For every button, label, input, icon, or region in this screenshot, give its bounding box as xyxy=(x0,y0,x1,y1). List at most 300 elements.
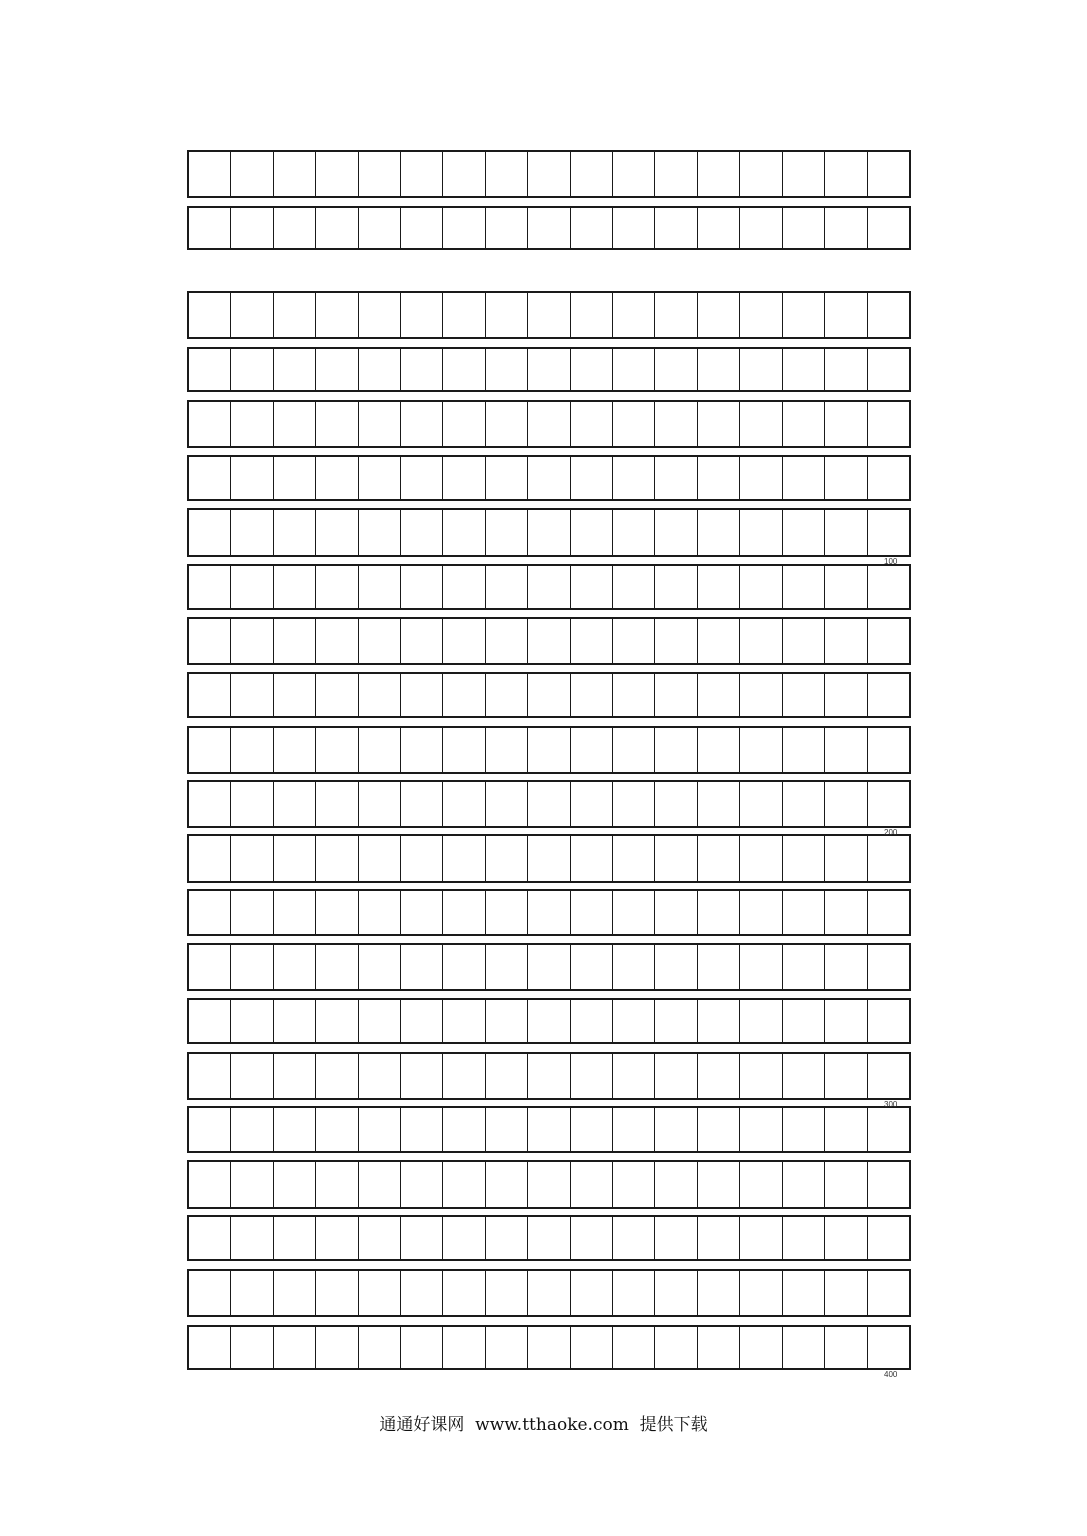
composition-grid-row xyxy=(187,943,911,991)
character-count-mark: 100 xyxy=(884,557,898,566)
grid-cell xyxy=(316,510,358,555)
grid-cell xyxy=(443,619,485,663)
grid-cell xyxy=(231,1054,273,1098)
grid-cell xyxy=(274,1162,316,1207)
grid-cell xyxy=(613,293,655,337)
grid-cell xyxy=(316,674,358,716)
grid-cell xyxy=(655,836,697,881)
grid-cell xyxy=(189,510,231,555)
grid-cell xyxy=(571,1217,613,1259)
grid-cell xyxy=(231,349,273,390)
grid-cell xyxy=(486,1271,528,1315)
grid-cell xyxy=(698,674,740,716)
grid-cell xyxy=(528,293,570,337)
grid-cell xyxy=(571,1000,613,1042)
grid-cell xyxy=(571,566,613,608)
grid-cell xyxy=(528,1054,570,1098)
grid-cell xyxy=(698,1000,740,1042)
title-grid-row xyxy=(187,206,911,250)
grid-cell xyxy=(655,1327,697,1368)
grid-cell xyxy=(231,566,273,608)
grid-cell xyxy=(401,619,443,663)
grid-cell xyxy=(231,208,273,248)
grid-cell xyxy=(698,945,740,989)
grid-cell xyxy=(231,510,273,555)
grid-cell xyxy=(783,402,825,446)
grid-cell xyxy=(231,619,273,663)
grid-cell xyxy=(528,674,570,716)
composition-grid-row xyxy=(187,1269,911,1317)
grid-cell xyxy=(486,457,528,499)
grid-cell xyxy=(825,891,867,934)
grid-cell xyxy=(571,782,613,826)
grid-cell xyxy=(486,782,528,826)
grid-cell xyxy=(571,208,613,248)
grid-cell xyxy=(783,1271,825,1315)
grid-cell xyxy=(698,1271,740,1315)
grid-cell xyxy=(359,836,401,881)
grid-cell xyxy=(528,349,570,390)
grid-cell xyxy=(486,1054,528,1098)
grid-cell xyxy=(655,891,697,934)
grid-cell xyxy=(655,1162,697,1207)
grid-cell xyxy=(613,1217,655,1259)
grid-cell xyxy=(274,152,316,196)
grid-cell xyxy=(655,1054,697,1098)
composition-grid-row xyxy=(187,1215,911,1261)
grid-cell xyxy=(231,402,273,446)
grid-cell xyxy=(401,1217,443,1259)
grid-cell xyxy=(571,510,613,555)
grid-cell xyxy=(316,402,358,446)
grid-cell xyxy=(359,152,401,196)
grid-cell xyxy=(613,402,655,446)
grid-cell xyxy=(274,891,316,934)
grid-cell xyxy=(655,152,697,196)
grid-cell xyxy=(316,152,358,196)
grid-cell xyxy=(825,1271,867,1315)
composition-grid-row xyxy=(187,347,911,392)
grid-cell xyxy=(868,1271,909,1315)
grid-cell xyxy=(274,1054,316,1098)
grid-cell xyxy=(825,208,867,248)
grid-cell xyxy=(613,510,655,555)
grid-cell xyxy=(571,1271,613,1315)
grid-cell xyxy=(443,349,485,390)
grid-cell xyxy=(443,457,485,499)
grid-cell xyxy=(740,1327,782,1368)
grid-cell xyxy=(825,1000,867,1042)
grid-cell xyxy=(571,619,613,663)
grid-cell xyxy=(486,566,528,608)
grid-cell xyxy=(868,728,909,772)
grid-cell xyxy=(783,674,825,716)
grid-cell xyxy=(825,836,867,881)
grid-cell xyxy=(189,457,231,499)
grid-cell xyxy=(359,1108,401,1151)
grid-cell xyxy=(528,402,570,446)
grid-cell xyxy=(868,457,909,499)
grid-cell xyxy=(698,1108,740,1151)
grid-cell xyxy=(486,891,528,934)
grid-cell xyxy=(783,1327,825,1368)
grid-cell xyxy=(571,1327,613,1368)
grid-cell xyxy=(443,728,485,772)
grid-cell xyxy=(868,293,909,337)
grid-cell xyxy=(486,510,528,555)
grid-cell xyxy=(613,1327,655,1368)
grid-cell xyxy=(783,782,825,826)
grid-cell xyxy=(316,208,358,248)
grid-cell xyxy=(783,836,825,881)
grid-cell xyxy=(740,619,782,663)
grid-cell xyxy=(316,1217,358,1259)
grid-cell xyxy=(740,1108,782,1151)
grid-cell xyxy=(231,293,273,337)
grid-cell xyxy=(825,1054,867,1098)
grid-cell xyxy=(740,836,782,881)
grid-cell xyxy=(274,619,316,663)
grid-cell xyxy=(528,891,570,934)
composition-grid-row xyxy=(187,1106,911,1153)
grid-cell xyxy=(613,945,655,989)
grid-cell xyxy=(698,510,740,555)
grid-cell xyxy=(316,836,358,881)
composition-grid-row xyxy=(187,672,911,718)
grid-cell xyxy=(231,674,273,716)
grid-cell xyxy=(401,674,443,716)
grid-cell xyxy=(316,728,358,772)
grid-cell xyxy=(316,1162,358,1207)
grid-cell xyxy=(486,619,528,663)
grid-cell xyxy=(698,728,740,772)
grid-cell xyxy=(486,1162,528,1207)
grid-cell xyxy=(231,891,273,934)
grid-cell xyxy=(231,1327,273,1368)
grid-cell xyxy=(698,1327,740,1368)
grid-cell xyxy=(655,1000,697,1042)
composition-grid-row xyxy=(187,291,911,339)
grid-cell xyxy=(655,293,697,337)
grid-cell xyxy=(868,674,909,716)
grid-cell xyxy=(316,457,358,499)
grid-cell xyxy=(486,1108,528,1151)
grid-cell xyxy=(443,891,485,934)
grid-cell xyxy=(316,891,358,934)
grid-cell xyxy=(231,782,273,826)
grid-cell xyxy=(783,619,825,663)
grid-cell xyxy=(698,891,740,934)
grid-cell xyxy=(825,674,867,716)
grid-cell xyxy=(443,293,485,337)
grid-cell xyxy=(868,1108,909,1151)
grid-cell xyxy=(825,349,867,390)
grid-cell xyxy=(486,208,528,248)
grid-cell xyxy=(231,1271,273,1315)
grid-cell xyxy=(443,945,485,989)
grid-cell xyxy=(231,1162,273,1207)
grid-cell xyxy=(571,945,613,989)
grid-cell xyxy=(231,152,273,196)
grid-cell xyxy=(401,1162,443,1207)
grid-cell xyxy=(698,349,740,390)
grid-cell xyxy=(316,1000,358,1042)
grid-cell xyxy=(443,510,485,555)
grid-cell xyxy=(189,891,231,934)
grid-cell xyxy=(825,619,867,663)
grid-cell xyxy=(571,836,613,881)
grid-cell xyxy=(443,1162,485,1207)
grid-cell xyxy=(359,1327,401,1368)
grid-cell xyxy=(740,1000,782,1042)
grid-cell xyxy=(740,293,782,337)
grid-cell xyxy=(528,1327,570,1368)
grid-cell xyxy=(783,293,825,337)
grid-cell xyxy=(613,619,655,663)
composition-grid-row xyxy=(187,1052,911,1100)
grid-cell xyxy=(189,728,231,772)
composition-grid-row xyxy=(187,564,911,610)
grid-cell xyxy=(443,1054,485,1098)
grid-cell xyxy=(698,836,740,881)
grid-cell xyxy=(189,293,231,337)
grid-cell xyxy=(189,619,231,663)
grid-cell xyxy=(825,566,867,608)
grid-cell xyxy=(486,152,528,196)
grid-cell xyxy=(274,945,316,989)
grid-cell xyxy=(401,1108,443,1151)
grid-cell xyxy=(698,566,740,608)
grid-cell xyxy=(316,566,358,608)
grid-cell xyxy=(401,728,443,772)
composition-grid-row xyxy=(187,889,911,936)
grid-cell xyxy=(613,1000,655,1042)
grid-cell xyxy=(443,1108,485,1151)
grid-cell xyxy=(868,208,909,248)
grid-cell xyxy=(189,1054,231,1098)
grid-cell xyxy=(443,566,485,608)
grid-cell xyxy=(868,1162,909,1207)
grid-cell xyxy=(783,945,825,989)
grid-cell xyxy=(316,293,358,337)
grid-cell xyxy=(698,619,740,663)
grid-cell xyxy=(274,1108,316,1151)
grid-cell xyxy=(486,674,528,716)
grid-cell xyxy=(189,349,231,390)
grid-cell xyxy=(868,782,909,826)
grid-cell xyxy=(825,457,867,499)
grid-cell xyxy=(528,1162,570,1207)
grid-cell xyxy=(613,674,655,716)
grid-cell xyxy=(868,510,909,555)
grid-cell xyxy=(359,728,401,772)
grid-cell xyxy=(316,349,358,390)
character-count-mark: 400 xyxy=(884,1370,898,1379)
grid-cell xyxy=(613,836,655,881)
grid-cell xyxy=(401,1054,443,1098)
grid-cell xyxy=(274,1327,316,1368)
grid-cell xyxy=(783,891,825,934)
grid-cell xyxy=(655,510,697,555)
grid-cell xyxy=(189,836,231,881)
grid-cell xyxy=(740,1162,782,1207)
grid-cell xyxy=(316,1327,358,1368)
grid-cell xyxy=(655,208,697,248)
grid-cell xyxy=(443,152,485,196)
grid-cell xyxy=(443,1271,485,1315)
grid-cell xyxy=(486,349,528,390)
grid-cell xyxy=(359,782,401,826)
grid-cell xyxy=(486,945,528,989)
grid-cell xyxy=(698,293,740,337)
grid-cell xyxy=(401,1327,443,1368)
grid-cell xyxy=(740,891,782,934)
grid-cell xyxy=(571,349,613,390)
grid-cell xyxy=(613,208,655,248)
grid-cell xyxy=(274,457,316,499)
grid-cell xyxy=(825,402,867,446)
grid-cell xyxy=(528,619,570,663)
grid-cell xyxy=(528,782,570,826)
grid-cell xyxy=(655,1108,697,1151)
grid-cell xyxy=(613,152,655,196)
grid-cell xyxy=(740,566,782,608)
grid-cell xyxy=(274,293,316,337)
grid-cell xyxy=(613,1054,655,1098)
grid-cell xyxy=(401,349,443,390)
grid-cell xyxy=(825,293,867,337)
grid-cell xyxy=(868,402,909,446)
footer-credit: 通通好课网 www.tthaoke.com 提供下载 xyxy=(379,1415,708,1435)
grid-cell xyxy=(571,293,613,337)
grid-cell xyxy=(486,836,528,881)
grid-cell xyxy=(740,510,782,555)
grid-cell xyxy=(359,1217,401,1259)
composition-grid-row xyxy=(187,455,911,501)
grid-cell xyxy=(740,782,782,826)
composition-grid-row xyxy=(187,1325,911,1370)
grid-cell xyxy=(528,566,570,608)
grid-cell xyxy=(274,836,316,881)
grid-cell xyxy=(613,891,655,934)
grid-cell xyxy=(613,349,655,390)
grid-cell xyxy=(189,782,231,826)
grid-cell xyxy=(528,152,570,196)
grid-cell xyxy=(613,1162,655,1207)
grid-cell xyxy=(359,457,401,499)
grid-cell xyxy=(401,208,443,248)
grid-cell xyxy=(274,566,316,608)
grid-cell xyxy=(189,1108,231,1151)
grid-cell xyxy=(401,566,443,608)
grid-cell xyxy=(274,208,316,248)
grid-cell xyxy=(868,152,909,196)
grid-cell xyxy=(825,510,867,555)
grid-cell xyxy=(443,1327,485,1368)
grid-cell xyxy=(740,152,782,196)
grid-cell xyxy=(698,208,740,248)
grid-cell xyxy=(698,782,740,826)
grid-cell xyxy=(740,208,782,248)
grid-cell xyxy=(613,728,655,772)
grid-cell xyxy=(401,891,443,934)
grid-cell xyxy=(571,152,613,196)
grid-cell xyxy=(359,674,401,716)
grid-cell xyxy=(740,1054,782,1098)
grid-cell xyxy=(655,566,697,608)
grid-cell xyxy=(189,152,231,196)
grid-cell xyxy=(316,1054,358,1098)
grid-cell xyxy=(825,945,867,989)
grid-cell xyxy=(528,945,570,989)
grid-cell xyxy=(231,1108,273,1151)
grid-cell xyxy=(571,402,613,446)
grid-cell xyxy=(528,1271,570,1315)
grid-cell xyxy=(655,349,697,390)
grid-cell xyxy=(528,1000,570,1042)
grid-cell xyxy=(613,1108,655,1151)
grid-cell xyxy=(613,1271,655,1315)
grid-cell xyxy=(783,728,825,772)
grid-cell xyxy=(783,457,825,499)
grid-cell xyxy=(783,1000,825,1042)
grid-cell xyxy=(401,782,443,826)
grid-cell xyxy=(655,402,697,446)
grid-cell xyxy=(359,566,401,608)
composition-grid-row xyxy=(187,400,911,448)
grid-cell xyxy=(655,457,697,499)
grid-cell xyxy=(655,1271,697,1315)
grid-cell xyxy=(783,1108,825,1151)
grid-cell xyxy=(528,836,570,881)
grid-cell xyxy=(359,510,401,555)
grid-cell xyxy=(571,728,613,772)
grid-cell xyxy=(783,510,825,555)
grid-cell xyxy=(316,1271,358,1315)
grid-cell xyxy=(359,1271,401,1315)
grid-cell xyxy=(655,728,697,772)
grid-cell xyxy=(655,782,697,826)
grid-cell xyxy=(486,728,528,772)
grid-cell xyxy=(274,728,316,772)
grid-cell xyxy=(868,1000,909,1042)
grid-cell xyxy=(401,402,443,446)
grid-cell xyxy=(740,674,782,716)
grid-cell xyxy=(868,349,909,390)
grid-cell xyxy=(825,1217,867,1259)
grid-cell xyxy=(359,293,401,337)
grid-cell xyxy=(868,566,909,608)
grid-cell xyxy=(740,1271,782,1315)
grid-cell xyxy=(613,566,655,608)
grid-cell xyxy=(528,208,570,248)
grid-cell xyxy=(868,891,909,934)
composition-grid-row xyxy=(187,1160,911,1209)
grid-cell xyxy=(571,1162,613,1207)
grid-cell xyxy=(443,402,485,446)
grid-cell xyxy=(825,1327,867,1368)
character-count-mark: 300 xyxy=(884,1100,898,1109)
grid-cell xyxy=(740,728,782,772)
composition-grid-row xyxy=(187,508,911,557)
grid-cell xyxy=(740,1217,782,1259)
grid-cell xyxy=(825,1108,867,1151)
grid-cell xyxy=(740,945,782,989)
composition-grid-row xyxy=(187,834,911,883)
grid-cell xyxy=(783,152,825,196)
grid-cell xyxy=(528,1108,570,1151)
character-count-mark: 200 xyxy=(884,828,898,837)
